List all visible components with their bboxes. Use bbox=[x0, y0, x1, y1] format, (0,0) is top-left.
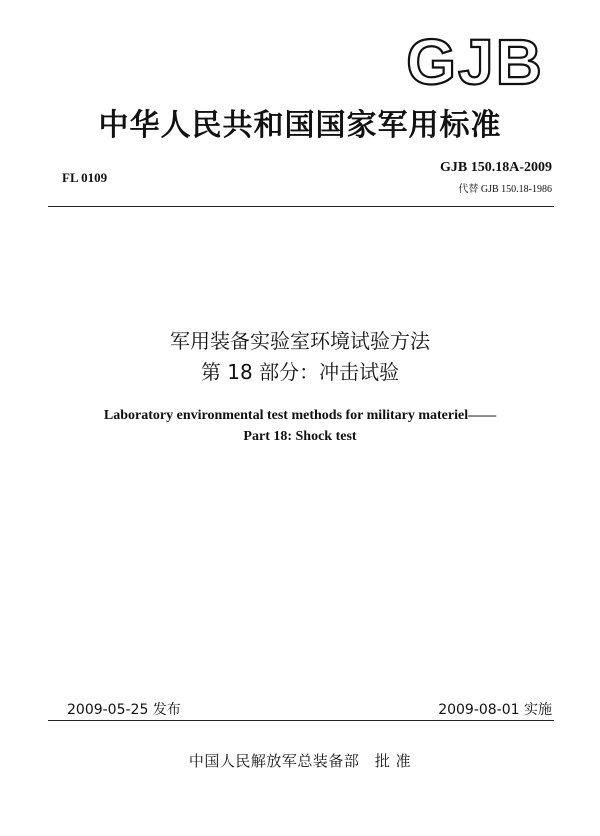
footer-divider bbox=[48, 720, 554, 721]
title-cn-line2: 第 18 部分：冲击试验 bbox=[200, 360, 400, 384]
approving-authority: 中国人民解放军总装备部 批 准 bbox=[188, 752, 412, 770]
gjb-logo bbox=[400, 28, 550, 92]
title-en-line2: Part 18: Shock test bbox=[243, 429, 357, 444]
title-cn-line1: 军用装备实验室环境试验方法 bbox=[170, 329, 430, 353]
issue-date: 2009-05-25 发布 bbox=[67, 702, 181, 718]
gjb-logo-text: GJB bbox=[406, 28, 544, 92]
fl-classification-code: FL 0109 bbox=[62, 170, 108, 185]
header-divider bbox=[48, 206, 554, 207]
effective-date: 2009-08-01 实施 bbox=[438, 702, 552, 718]
org-title: 中华人民共和国国家军用标准 bbox=[98, 108, 502, 143]
replaces-standard: 代替 GJB 150.18-1986 bbox=[458, 184, 552, 195]
title-en-line1: Laboratory environmental test methods for military materiel—— bbox=[103, 408, 497, 423]
standard-number: GJB 150.18A-2009 bbox=[440, 160, 552, 175]
